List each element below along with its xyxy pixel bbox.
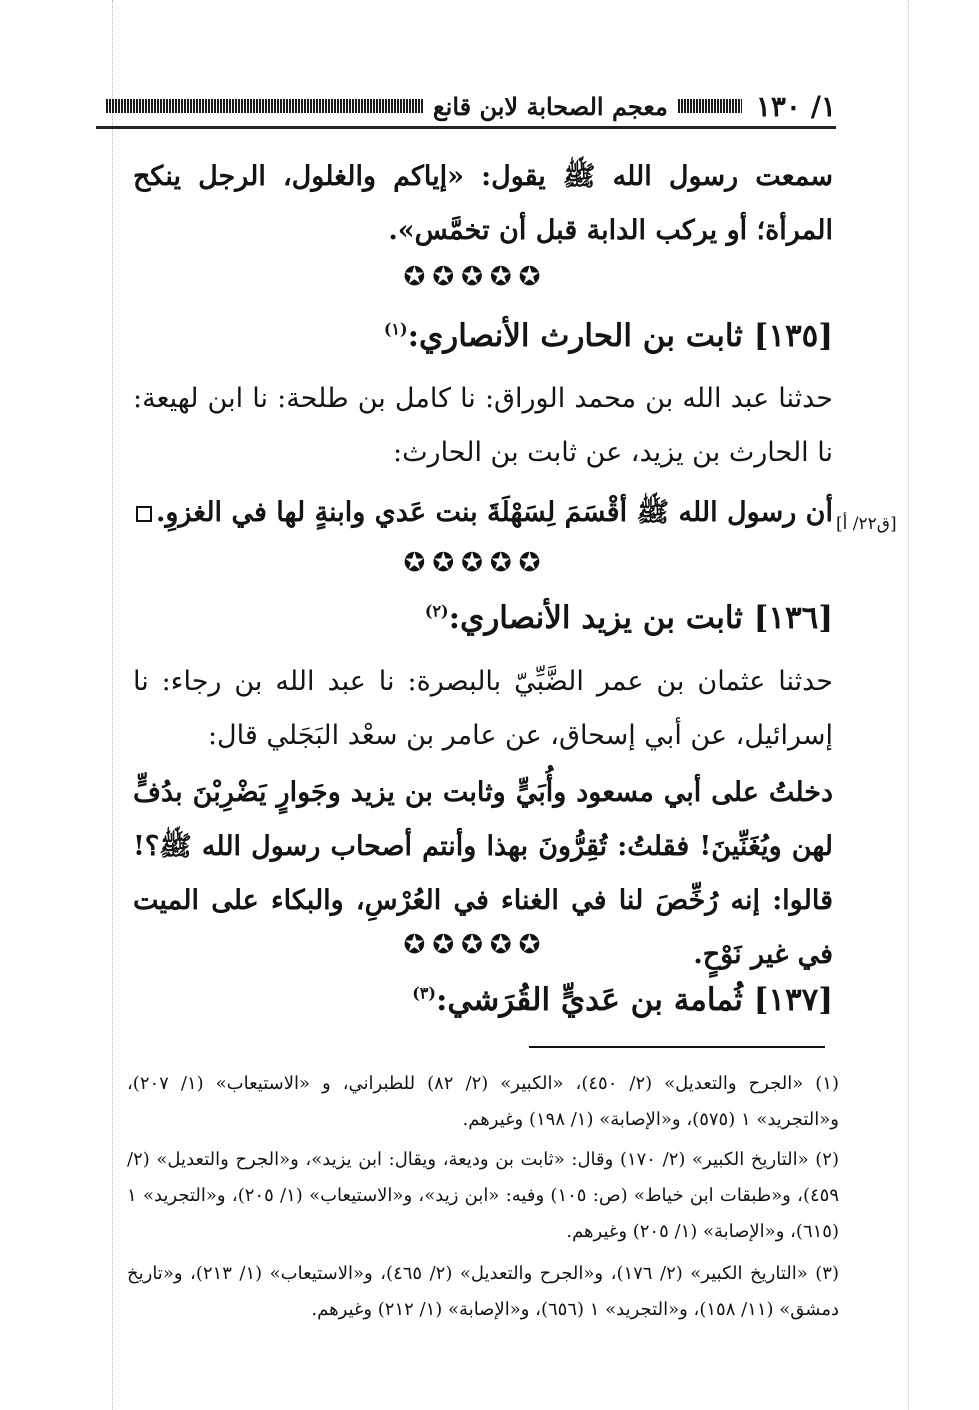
footnote-ref: (٣) (412, 983, 436, 1003)
section-separator: ✪✪✪✪✪ (403, 930, 548, 960)
hadith-text-p1: سمعت رسول الله ﷺ يقول: «إياكم والغلول، الرجل ينكح المرأة؛ أو يركب الدابة قبل أن تخمَّس». (133, 161, 833, 246)
footnote-3: (٣) «التاريخ الكبير» (٢/ ١٧٦)، و«الجرح والتعديل» (٢/ ٤٦٥)، و«الاستيعاب» (١/ ٢١٣)، و«تاريخ دمشق» (١١/ ١٥٨)، و«التجريد» ١ (٦٥٦)، و«الإصابة» (١/ ٢١٢) وغيرهم. (127, 1263, 839, 1320)
footnote-1: (١) «الجرح والتعديل» (٢/ ٤٥٠)، «الكبير» (٢/ ٨٢) للطبراني، و «الاستيعاب» (١/ ٢٠٧)، و«التجريد» ١ (٥٧٥)، و«الإصابة» (١/ ١٩٨) وغيرهم. (127, 1073, 839, 1130)
header-ornament-bar (106, 99, 423, 113)
running-header (96, 86, 836, 129)
footnote-rule (529, 1046, 825, 1048)
entry-title: [١٣٦] ثابت بن يزيد الأنصاري: (448, 600, 833, 636)
entry-title: [١٣٥] ثابت بن الحارث الأنصاري: (407, 318, 833, 354)
end-square-icon (136, 506, 152, 522)
entry-heading-137 (412, 982, 833, 1018)
entry-heading-136 (425, 600, 833, 636)
manuscript-folio-note: [ق٢٢/ أ] (836, 514, 897, 534)
header-ornament-bar (678, 99, 742, 113)
footnote-ref: (٢) (424, 601, 449, 621)
scan-edge-right (908, 0, 909, 1410)
hadith-text: أن رسول الله ﷺ أقْسَمَ لِسَهْلَةَ بنت عَدي وابنةٍ لها في الغزوِ. (155, 497, 833, 528)
running-title: معجم الصحابة لابن قانع (432, 91, 668, 121)
footnote-2: (٢) «التاريخ الكبير» (٢/ ١٧٠) وقال: «ثابت بن وديعة، ويقال: ابن يزيد»، و«الجرح والتعديل» (٢/ ٤٥٩)، و«طبقات ابن خياط» (ص: ١٠٥) وفيه: «ابن زيد»، و«الاستيعاب» (١/ ٢٠٥)، و«التجريد» ١ (٦١٥)، و«الإصابة» (١/ ٢٠٥) وغيرهم. (127, 1149, 840, 1242)
page-number: ١/ ١٣٠ (755, 89, 836, 123)
section-separator: ✪✪✪✪✪ (403, 262, 548, 292)
scan-edge-left (112, 0, 113, 1410)
section-separator: ✪✪✪✪✪ (403, 548, 548, 578)
hadith-text-p5: دخلتُ على أبي مسعود وأُبَيٍّ وثابت بن يزيد وجَوارٍ يَضْرِبْنَ بدُفٍّ لهن ويُغَنِّينَ! فقلتُ: تُقِرُّونَ بهذا وأنتم أصحاب رسول الله ﷺ؟! قالوا: إنه رُخِّصَ لنا في الغناء في العُرْسِ، والبكاء على الميت في غير نَوْحٍ. (133, 777, 833, 970)
entry-heading-135 (384, 318, 833, 354)
entry-title: [١٣٧] ثُمامة بن عَديٍّ القُرَشي: (435, 982, 833, 1018)
isnad-p4: حدثنا عثمان بن عمر الضَّبِّيّ بالبصرة: نا عبد الله بن رجاء: نا إسرائيل، عن أبي إسحاق، عن عامر بن سعْد البَجَلي قال: (133, 666, 833, 751)
isnad-p2: حدثنا عبد الله بن محمد الوراق: نا كامل بن طلحة: نا ابن لهيعة: نا الحارث بن يزيد، عن ثابت بن الحارث: (133, 383, 833, 468)
hadith-text-p3 (133, 486, 833, 540)
footnote-ref: (١) (383, 319, 408, 339)
